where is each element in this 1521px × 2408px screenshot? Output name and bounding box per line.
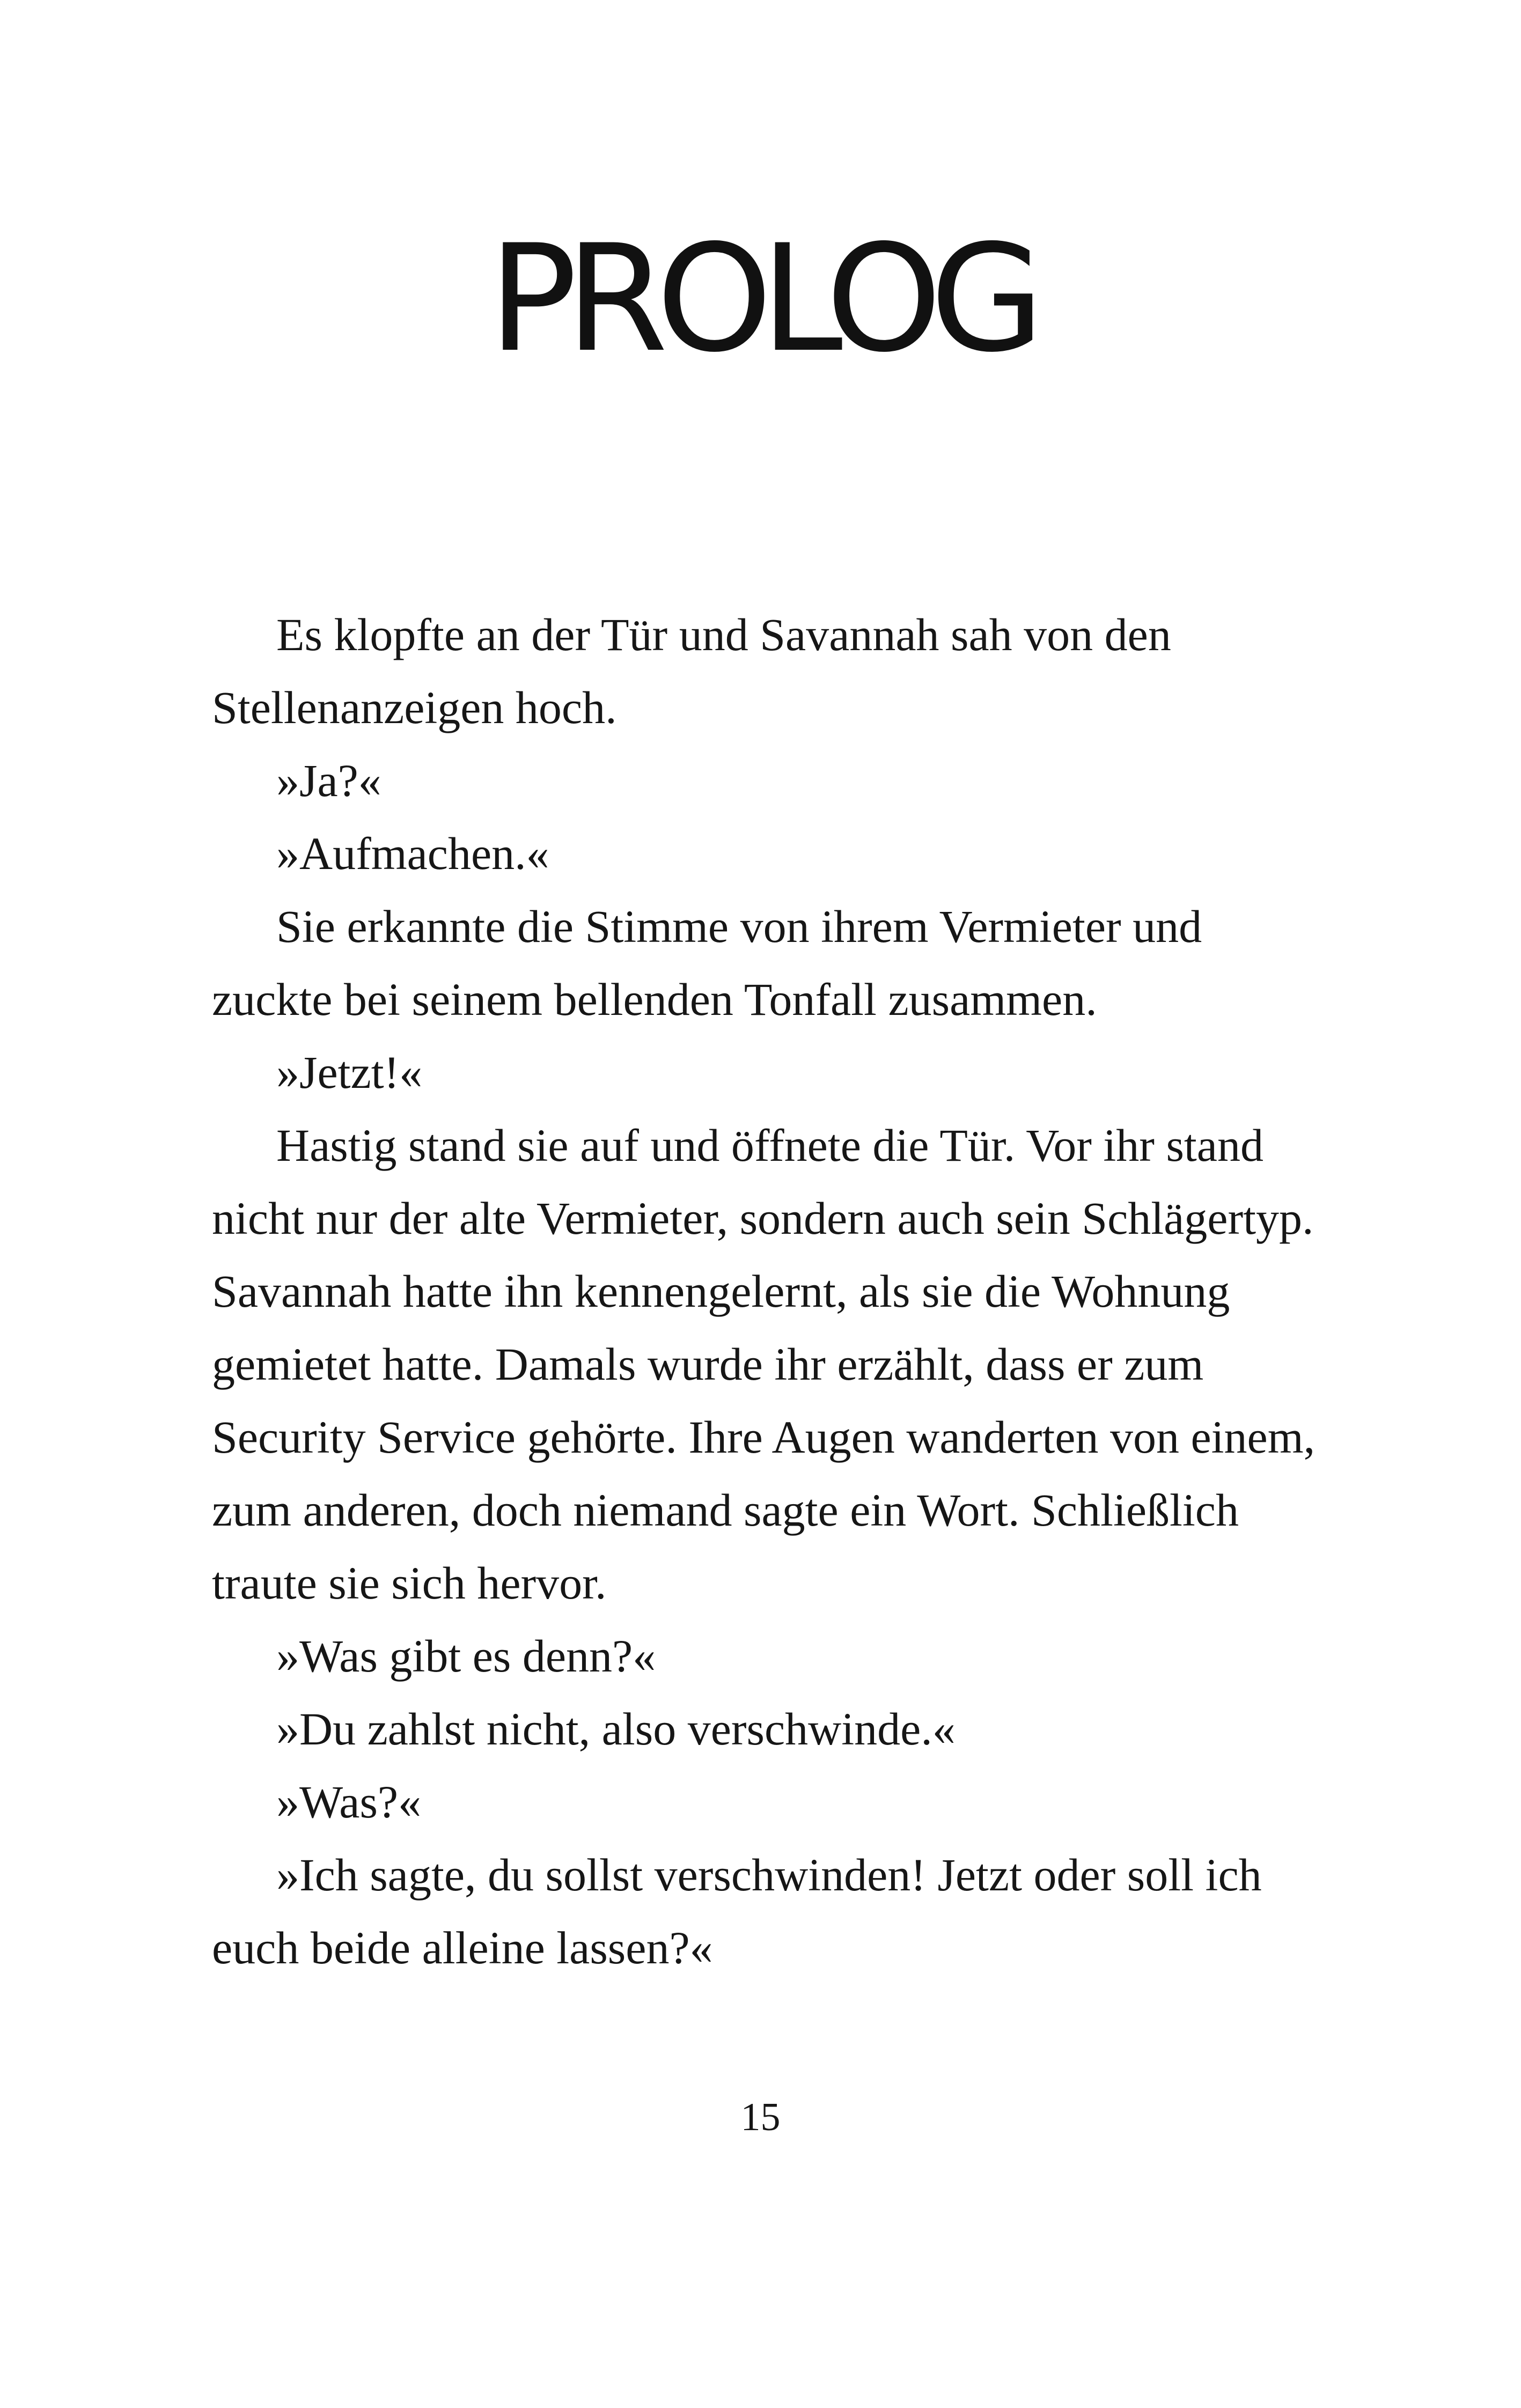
- paragraph: Hastig stand sie auf und öffnete die Tür. Vor ihr stand nicht nur der alte Vermieter, sondern auch sein Schlägertyp. Savannah hatte ihn kennengelernt, als sie die Wohnung gemietet hatte. Damals wurde ihr erzählt, dass er zum Security Service gehörte. Ihre Augen wanderten von einem, zum anderen, doch niemand sagte ein Wort. Schließlich traute sie sich hervor.: [212, 1120, 1316, 1609]
- paragraph: Sie erkannte die Stimme von ihrem Vermieter und zuckte bei seinem bellenden Tonfall zusammen.: [212, 901, 1202, 1025]
- paragraph: Es klopfte an der Tür und Savannah sah von den Stellenanzeigen hoch.: [212, 609, 1171, 733]
- chapter-title: PROLOG: [488, 213, 1033, 385]
- paragraph: »Ja?«: [276, 755, 381, 806]
- paragraph: »Aufmachen.«: [276, 828, 549, 879]
- body-text: [212, 598, 1328, 1984]
- page-number: 15: [740, 2095, 781, 2139]
- paragraph: »Ich sagte, du sollst verschwinden! Jetzt oder soll ich euch beide alleine lassen?«: [212, 1849, 1262, 1973]
- paragraph: »Was?«: [276, 1776, 422, 1828]
- paragraph: »Du zahlst nicht, also verschwinde.«: [276, 1703, 956, 1755]
- paragraph: »Jetzt!«: [276, 1047, 423, 1098]
- paragraph: »Was gibt es denn?«: [276, 1630, 656, 1682]
